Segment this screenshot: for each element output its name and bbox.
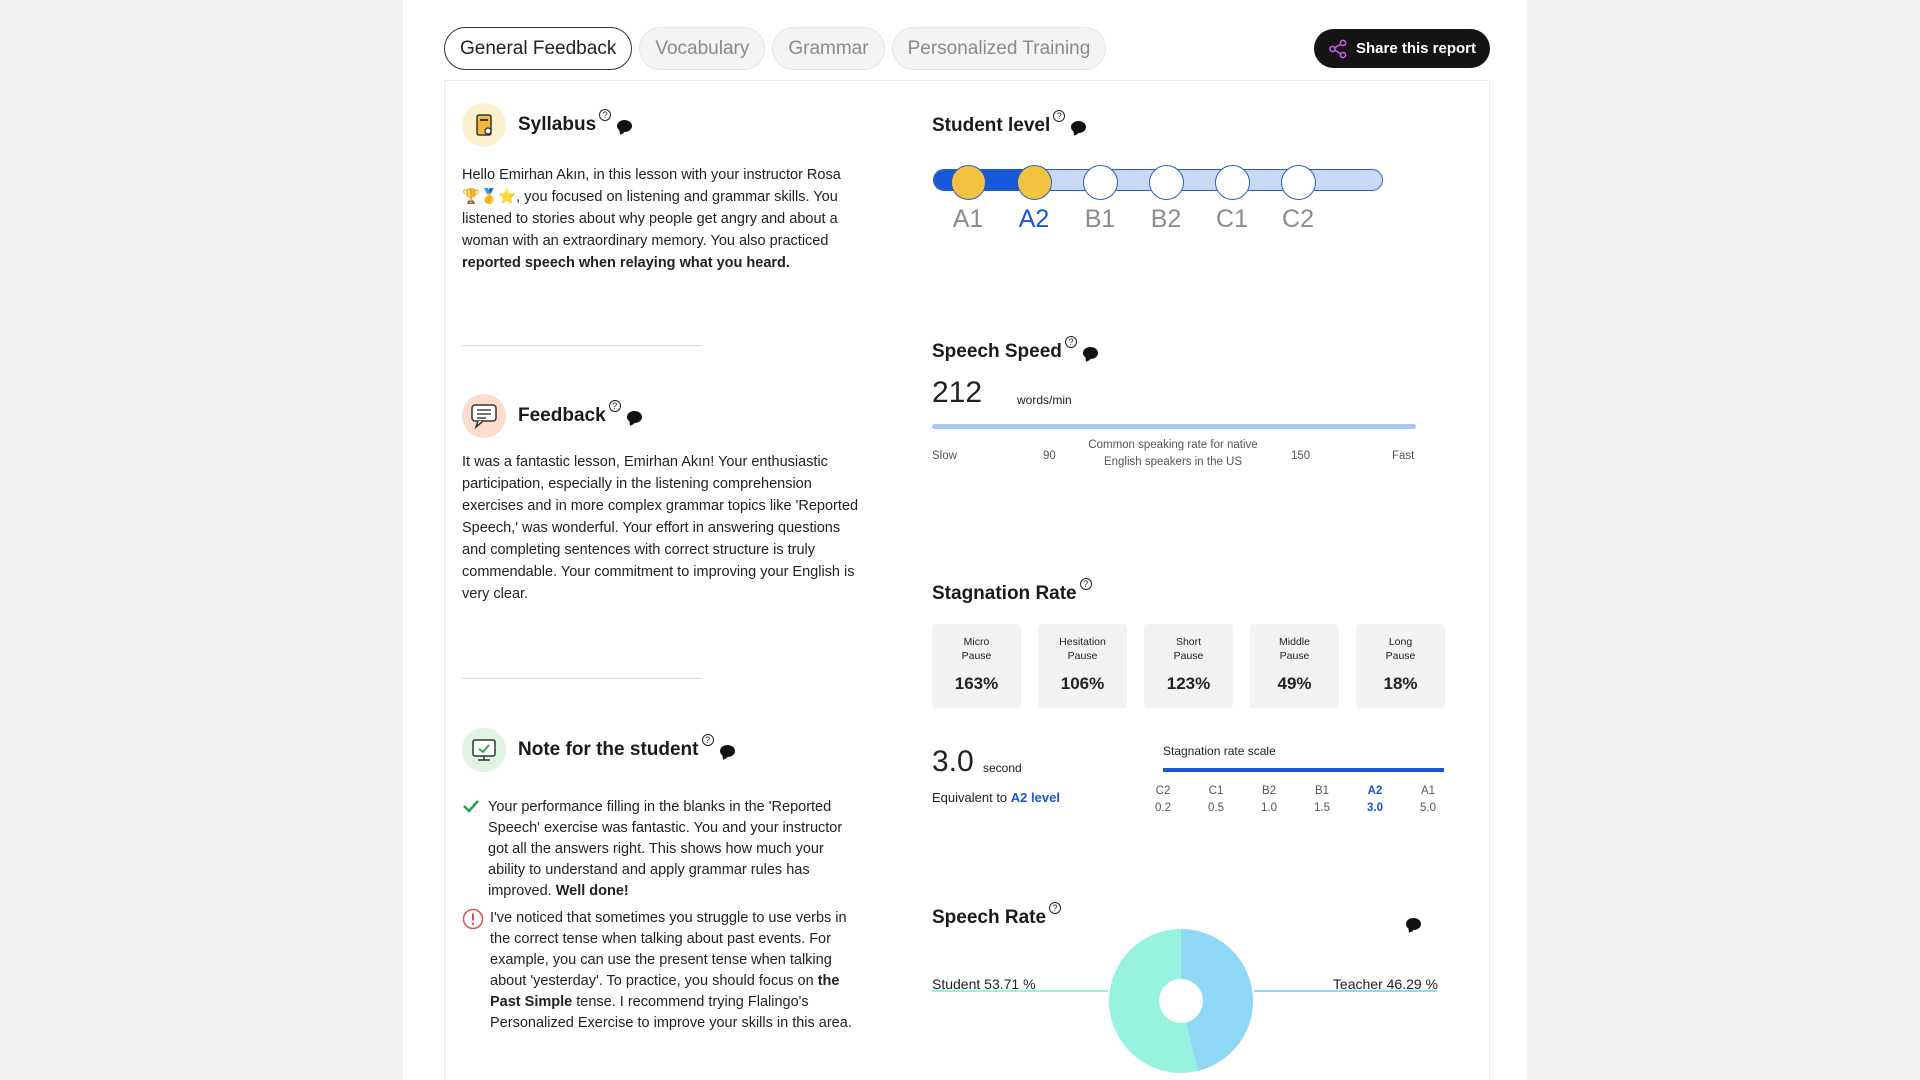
feedback-text: It was a fantastic lesson, Emirhan Akın! Your enthusiastic participation, especially in the listening comprehension exercises and in more complex grammar topics like 'Reported Speech,' was wonderful. Your effort in answering questions and completing sentences with correct structure is truly commendable. Your commitment to improving your English is very clear.	[462, 454, 859, 602]
report-page	[403, 0, 1527, 1080]
speech-speed-header	[932, 337, 1098, 363]
level-label: C1	[1216, 205, 1248, 233]
warning-icon	[462, 908, 484, 1034]
feedback-header	[462, 394, 642, 438]
share-icon	[1328, 39, 1348, 59]
syllabus-title: Syllabus	[518, 114, 597, 135]
share-report-button[interactable]	[1314, 29, 1490, 68]
speech-speed-unit: words/min	[1017, 393, 1072, 407]
speed-note-line: English speakers in the US	[1103, 456, 1243, 468]
pause-label	[932, 635, 1021, 665]
note-text-bold: the Past Simple	[490, 973, 840, 1010]
student-level-header	[932, 111, 1086, 137]
note-text-bold: Well done!	[555, 883, 629, 899]
stagnation-value: 3.0	[932, 745, 974, 778]
level-dot	[951, 165, 986, 200]
pause-label	[1250, 635, 1339, 665]
scale-value: 0.2	[1155, 802, 1171, 814]
pause-label-line: Hesitation	[1059, 636, 1106, 648]
comment-icon[interactable]	[617, 120, 632, 132]
scale-level: C1	[1208, 785, 1224, 797]
monitor-icon	[462, 728, 506, 772]
speech-bubble-icon	[462, 394, 506, 438]
speed-high-value: 150	[1291, 450, 1311, 462]
pause-card	[932, 624, 1021, 708]
comment-icon[interactable]	[1071, 121, 1086, 133]
scale-entry	[1199, 783, 1233, 817]
pause-label-line: Pause	[1385, 650, 1416, 662]
scale-value: 3.0	[1367, 802, 1383, 814]
pause-label-line: Pause	[1279, 650, 1310, 662]
tab-vocabulary[interactable]: Vocabulary	[639, 27, 765, 70]
divider	[462, 345, 702, 346]
level-label: B2	[1150, 205, 1182, 233]
stagnation-scale-title: Stagnation rate scale	[1163, 744, 1276, 758]
level-dot	[1215, 165, 1250, 200]
speech-rate-title: Speech Rate	[932, 907, 1047, 928]
scale-entry	[1411, 783, 1445, 817]
scale-entry	[1252, 783, 1286, 817]
pause-label	[1356, 635, 1445, 665]
note-item	[462, 908, 862, 1034]
pause-label-line: Pause	[1173, 650, 1204, 662]
note-text	[490, 908, 862, 1034]
help-icon[interactable]: ?	[609, 400, 621, 412]
scale-value: 1.5	[1314, 802, 1330, 814]
comment-icon[interactable]	[720, 745, 735, 757]
tab-general-feedback[interactable]: General Feedback	[444, 27, 632, 70]
pause-card	[1250, 624, 1339, 708]
speed-native-note	[1065, 437, 1281, 471]
note-text-body: Your performance filling in the blanks in the 'Reported Speech' exercise was fantastic. You and your instructor got all the answers right. This shows how much your ability to understand and apply grammar rules has improved.	[488, 799, 843, 899]
note-text-body: I've noticed that sometimes you struggle to use verbs in the correct tense when talking about past events. For example, you can use the present tense when talking about 'yesterday'. To practice, you should focus on	[490, 910, 847, 989]
tab-grammar[interactable]: Grammar	[772, 27, 884, 70]
pause-value: 163%	[954, 674, 999, 693]
scale-level: A1	[1420, 785, 1436, 797]
pause-value: 49%	[1277, 674, 1312, 693]
report-content	[444, 80, 1490, 1080]
note-text-tail: tense. I recommend trying Flalingo's Personalized Exercise to improve your skills in this area.	[490, 994, 852, 1031]
level-dot	[1017, 165, 1052, 200]
pause-value: 123%	[1166, 674, 1211, 693]
help-icon[interactable]: ?	[702, 734, 714, 746]
level-label: A1	[952, 205, 984, 233]
equiv-level: A2 level	[1010, 790, 1060, 805]
scale-entry	[1358, 783, 1392, 817]
help-icon[interactable]: ?	[1049, 902, 1061, 914]
equiv-prefix: Equivalent to	[932, 790, 1011, 805]
pause-label	[1144, 635, 1233, 665]
speed-fast-label: Fast	[1392, 450, 1415, 462]
tab-personalized-training[interactable]: Personalized Training	[892, 27, 1107, 70]
stagnation-header	[932, 579, 1092, 605]
pause-card	[1038, 624, 1127, 708]
pause-label-line: Pause	[1067, 650, 1098, 662]
level-dot	[1083, 165, 1118, 200]
level-label: A2	[1018, 205, 1050, 233]
scale-level: B2	[1261, 785, 1277, 797]
stagnation-unit: second	[983, 761, 1022, 775]
pause-label-line: Pause	[961, 650, 992, 662]
syllabus-header	[462, 103, 632, 147]
stagnation-title: Stagnation Rate	[932, 583, 1077, 604]
scale-value: 0.5	[1208, 802, 1224, 814]
syllabus-text-body: Hello Emirhan Akın, in this lesson with your instructor Rosa 🏆🥇⭐, you focused on listening and grammar skills. You listened to stories about why people get angry and about a woman with an extraordinary memory. You also practiced	[462, 167, 841, 249]
pie-hole	[1159, 979, 1203, 1023]
pause-value: 18%	[1383, 674, 1418, 693]
stagnation-equivalent	[932, 790, 1060, 805]
check-icon	[462, 797, 482, 902]
scale-level: B1	[1314, 785, 1330, 797]
report-tabs	[444, 27, 1106, 70]
level-label: B1	[1084, 205, 1116, 233]
note-item	[462, 797, 862, 902]
speed-note-line: Common speaking rate for native	[1088, 439, 1258, 451]
level-dot	[1281, 165, 1316, 200]
teacher-rate-label: Teacher 46.29 %	[1332, 976, 1438, 992]
scale-entry	[1305, 783, 1339, 817]
speed-slow-label: Slow	[932, 450, 957, 462]
divider	[462, 678, 702, 679]
syllabus-text	[462, 164, 862, 274]
pause-label-line: Micro	[963, 636, 990, 648]
comment-icon[interactable]	[1083, 347, 1098, 359]
help-icon[interactable]: ?	[599, 109, 611, 121]
level-label: C2	[1282, 205, 1314, 233]
note-header	[462, 728, 735, 772]
pause-label	[1038, 635, 1127, 665]
scale-value: 1.0	[1261, 802, 1277, 814]
note-title: Note for the student	[518, 739, 699, 760]
help-icon[interactable]: ?	[1065, 336, 1077, 348]
student-rate-label: Student 53.71 %	[932, 976, 1036, 992]
speech-rate-chart	[932, 926, 1442, 1080]
pause-label-line: Long	[1388, 636, 1413, 648]
help-icon[interactable]: ?	[1080, 578, 1092, 590]
speed-low-value: 90	[1043, 450, 1056, 462]
student-level-title: Student level	[932, 115, 1051, 136]
pause-value: 106%	[1060, 674, 1105, 693]
scale-level: C2	[1155, 785, 1171, 797]
feedback-title: Feedback	[518, 405, 606, 426]
pause-card	[1356, 624, 1445, 708]
speech-speed-bar	[932, 424, 1416, 429]
pause-label-line: Short	[1175, 636, 1202, 648]
scale-entry	[1146, 783, 1180, 817]
stagnation-scale-bar	[1163, 768, 1444, 772]
book-icon	[462, 103, 506, 147]
speech-speed-value: 212	[932, 376, 983, 409]
level-dot	[1149, 165, 1184, 200]
scale-level: A2	[1367, 785, 1383, 797]
scale-value: 5.0	[1420, 802, 1436, 814]
share-label: Share this report	[1355, 40, 1477, 57]
syllabus-text-bold: reported speech when relaying what you heard.	[462, 255, 790, 271]
comment-icon[interactable]	[627, 411, 642, 423]
speech-speed-title: Speech Speed	[932, 341, 1062, 362]
pause-card	[1144, 624, 1233, 708]
help-icon[interactable]: ?	[1053, 110, 1065, 122]
note-text	[488, 797, 862, 902]
pause-label-line: Middle	[1279, 636, 1310, 648]
